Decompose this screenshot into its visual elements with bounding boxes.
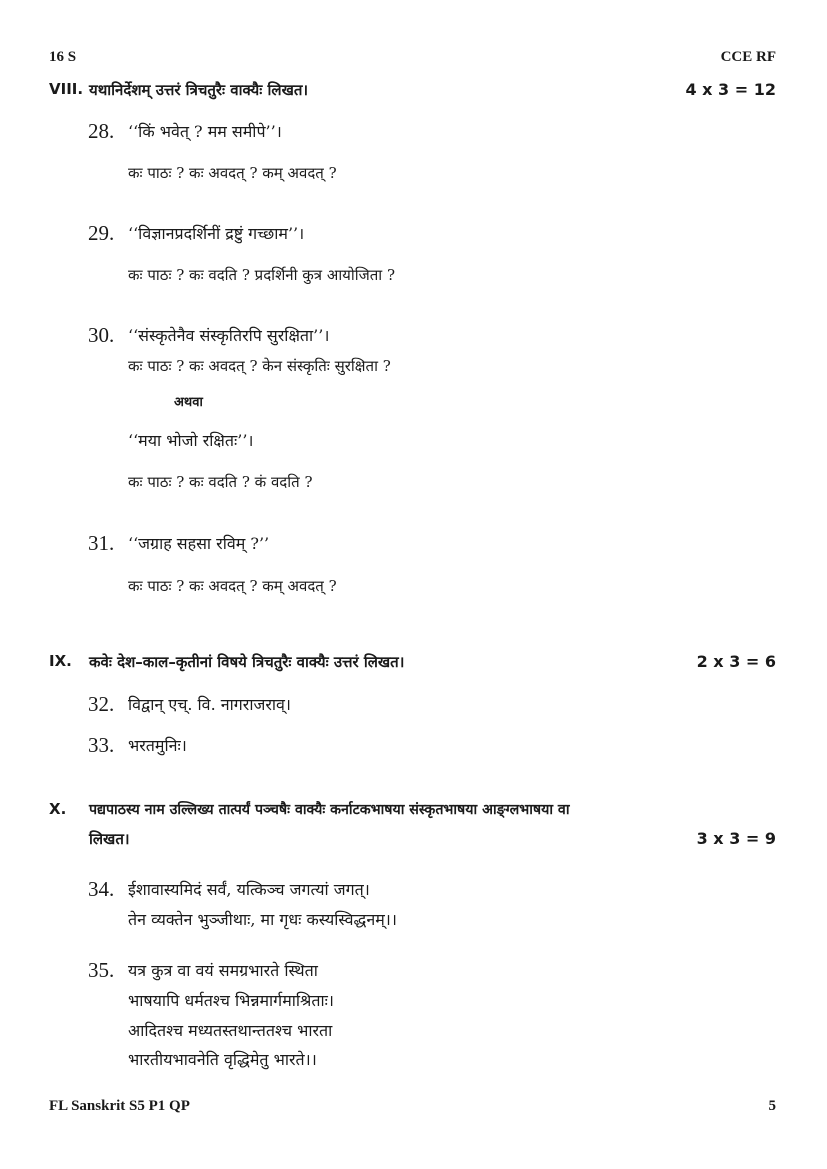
verse-34-line-1: ईशावास्यमिदं सर्वं, यत्किञ्च जगत्यां जगत्।	[128, 880, 370, 899]
verse-35-line-1: यत्र कुत्र वा वयं समग्रभारते स्थिता	[128, 961, 318, 980]
section-viii-instruction: यथानिर्देशम् उत्तरं त्रिचतुरैः वाक्यैः लिखत।	[89, 81, 309, 99]
section-ix-marks: 2 x 3 = 6	[696, 652, 776, 671]
question-30-text: ‘‘संस्कृतेनैव संस्कृतिरपि सुरक्षिता’’।	[128, 326, 330, 345]
question-28-number: 28.	[88, 119, 115, 143]
section-x-marks: 3 x 3 = 9	[696, 829, 776, 848]
verse-34-line-2: तेन व्यक्तेन भुञ्जीथाः, मा गृधः कस्यस्विद्धनम्।।	[128, 910, 397, 929]
question-29-subquestions: कः पाठः ? कः वदति ? प्रदर्शिनी कुत्र आयोजिता ?	[128, 266, 395, 284]
question-32-text: विद्वान् एच्. वि. नागराजराव्।	[128, 695, 291, 714]
question-32-number: 32.	[88, 692, 115, 716]
verse-35-line-4: भारतीयभावनेति वृद्धिमेतु भारते।।	[128, 1050, 317, 1069]
question-31-number: 31.	[88, 531, 115, 555]
verse-35-line-2: भाषयापि धर्मतश्च भिन्नमार्गमाश्रिताः।	[128, 991, 334, 1010]
question-28-text: ‘‘किं भवेत् ? मम समीपे’’।	[128, 122, 282, 141]
header-code-left: 16 S	[49, 49, 77, 65]
section-ix-instruction: कवेः देश–काल–कृतीनां विषये त्रिचतुरैः वाक्यैः उत्तरं लिखत।	[89, 653, 405, 671]
question-31-subquestions: कः पाठः ? कः अवदत् ? कम् अवदत् ?	[128, 577, 337, 595]
question-34-number: 34.	[88, 877, 115, 901]
question-30-alt-subquestions: कः पाठः ? कः वदति ? कं वदति ?	[128, 473, 313, 491]
or-label: अथवा	[174, 395, 203, 410]
question-30-number: 30.	[88, 323, 115, 347]
section-x-label: X.	[49, 800, 67, 818]
question-30-alt-text: ‘‘मया भोजो रक्षितः’’।	[128, 431, 254, 450]
question-33-number: 33.	[88, 733, 115, 757]
section-viii-label: VIII.	[49, 80, 84, 98]
question-30-subquestions: कः पाठः ? कः अवदत् ? केन संस्कृतिः सुरक्षिता ?	[128, 357, 391, 375]
question-31-text: ‘‘जग्राह सहसा रविम् ?’’	[128, 534, 270, 553]
question-33-text: भरतमुनिः।	[128, 736, 187, 755]
section-ix-label: IX.	[49, 652, 72, 670]
footer-paper-code: FL Sanskrit S5 P1 QP	[49, 1098, 190, 1114]
question-28-subquestions: कः पाठः ? कः अवदत् ? कम् अवदत् ?	[128, 164, 337, 182]
section-x-instruction-cont: लिखत।	[89, 830, 130, 848]
header-code-right: CCE RF	[720, 49, 776, 65]
section-viii-marks: 4 x 3 = 12	[685, 80, 776, 99]
question-35-number: 35.	[88, 958, 115, 982]
question-29-text: ‘‘विज्ञानप्रदर्शिनीं द्रष्टुं गच्छाम’’।	[128, 224, 305, 243]
verse-35-line-3: आदितश्च मध्यतस्तथान्ततश्च भारता	[128, 1021, 333, 1040]
section-x-instruction: पद्यपाठस्य नाम उल्लिख्य तात्पर्यं पञ्चषैः वाक्यैः कर्नाटकभाषया संस्कृतभाषया आङ्ग्लभाषया वा	[89, 802, 570, 818]
page-number: 5	[768, 1098, 776, 1114]
question-29-number: 29.	[88, 221, 115, 245]
